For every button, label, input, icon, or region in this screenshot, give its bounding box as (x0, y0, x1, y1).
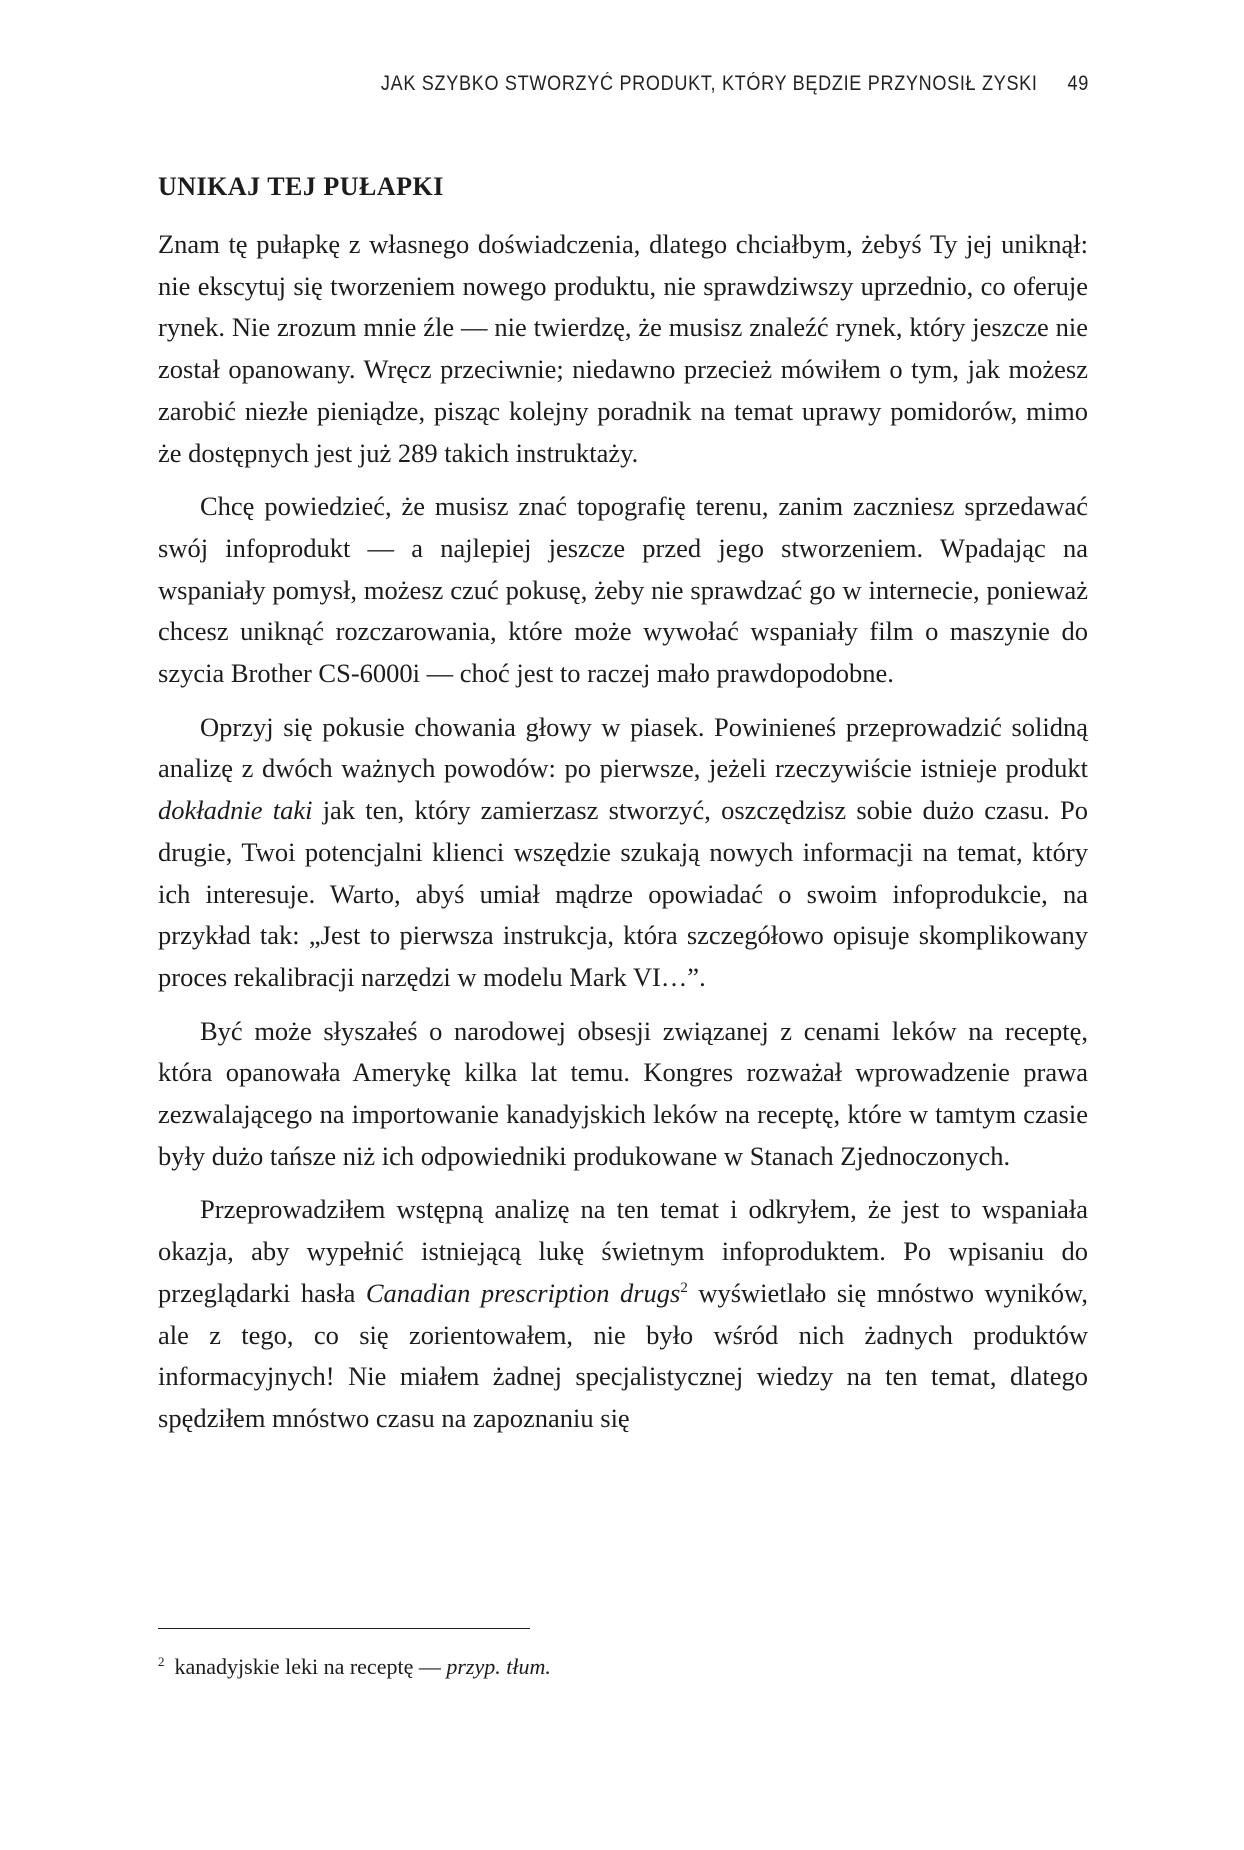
footnote-rule (158, 1628, 530, 1629)
paragraph-5-text-start: Przeprowadziłem wstępną analizę na ten temat i odkryłem, że jest to wspaniała okazja, aby wypełnić istniejącą lukę świetnym infoproduktem. Po wpisaniu do przeglądarki hasła (158, 1194, 1088, 1308)
running-header (160, 72, 1089, 102)
paragraph-2: Chcę powiedzieć, że musisz znać topografię terenu, zanim zaczniesz sprzedawać swój infoprodukt — a najlepiej jeszcze przed jego stworzeniem. Wpadając na wspaniały pomysł, możesz czuć pokusę, żeby nie sprawdzać go w internecie, ponieważ chcesz uniknąć rozczarowania, które może wywołać wspaniały film o maszynie do szycia Brother CS-6000i — choć jest to raczej mało prawdopodobne. (158, 491, 1088, 689)
paragraph-3 (158, 707, 1088, 999)
section-heading: UNIKAJ TEJ PUŁAPKI (158, 172, 444, 201)
footnote-text: kanadyjskie leki na receptę — (174, 1654, 447, 1679)
paragraph-4: Być może słyszałeś o narodowej obsesji związanej z cenami leków na receptę, która opanowała Amerykę kilka lat temu. Kongres rozważał wprowadzenie prawa zezwalającego na importowanie kanadyjskich leków na receptę, które w tamtym czasie były dużo tańsze niż ich odpowiedniki produkowane w Stanach Zjednoczonych. (158, 1015, 1088, 1171)
paragraph-3-emphasis: dokładnie taki (158, 795, 313, 826)
footnote-italic: przyp. tłum. (446, 1654, 551, 1679)
paragraph-1: Znam tę pułapkę z własnego doświadczenia, dlatego chciałbym, żebyś Ty jej uniknął: nie ekscytuj się tworzeniem nowego produktu, nie sprawdziwszy uprzednio, co oferuje rynek. Nie zrozum mnie źle — nie twierdzę, że musisz znaleźć rynek, który jeszcze nie został opanowany. Wręcz przeciwnie; niedawno przecież mówiłem o tym, jak możesz zarobić niezłe pieniądze, pisząc kolejny poradnik na temat uprawy pomidorów, mimo że dostępnych jest już 289 takich instruktaży. (158, 229, 1088, 468)
paragraph-3-text-end: jak ten, który zamierzasz stworzyć, oszczędzisz sobie dużo czasu. Po drugie, Twoi potencjalni klienci wszędzie szukają nowych informacji na temat, który ich interesuje. Warto, abyś umiał mądrze opowiadać o swoim infoprodukcie, na przykład tak: „Jest to pierwsza instrukcja, która szczegółowo opisuje skomplikowany proces rekalibracji narzędzi w modelu Mark VI…”. (158, 795, 1088, 992)
body-text (158, 224, 1088, 1452)
footnote-mark: 2 (158, 1653, 165, 1669)
page-number: 49 (1067, 72, 1089, 95)
paragraph-5 (158, 1189, 1088, 1439)
footnote (158, 1652, 551, 1682)
paragraph-3-text-start: Oprzyj się pokusie chowania głowy w piasek. Powinieneś przeprowadzić solidną analizę z dwóch ważnych powodów: po pierwsze, jeżeli rzeczywiście istnieje produkt (158, 711, 1088, 784)
paragraph-5-text-end: wyświetlało się mnóstwo wyników, ale z tego, co się zorientowałem, nie było wśród nich żadnych produktów informacyjnych! Nie miałem żadnej specjalistycznej wiedzy na ten temat, dlatego spędziłem mnóstwo czasu na zapoznaniu się (158, 1277, 1089, 1433)
running-title: JAK SZYBKO STWORZYĆ PRODUKT, KTÓRY BĘDZIE PRZYNOSIŁ ZYSKI (381, 72, 1039, 95)
paragraph-5-emphasis: Canadian prescription drugs (365, 1277, 681, 1308)
footnote-reference: 2 (680, 1280, 688, 1297)
